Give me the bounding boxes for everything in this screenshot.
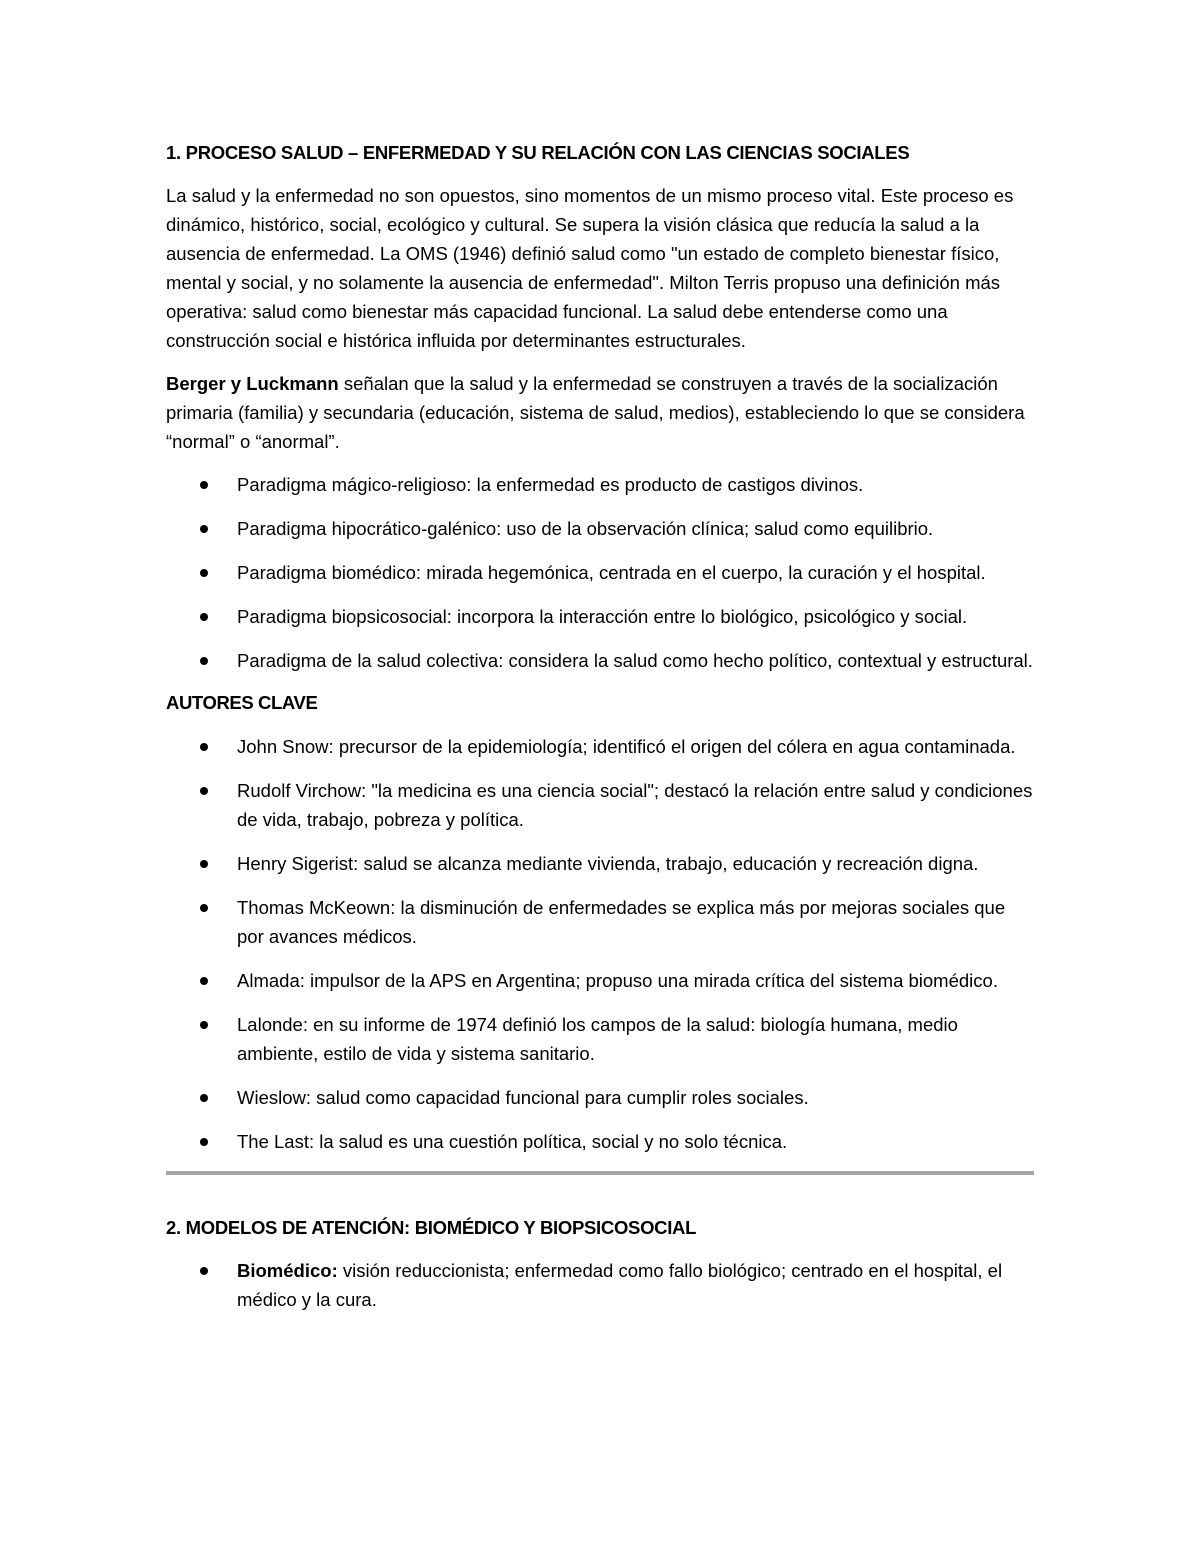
bullet-icon — [200, 860, 208, 868]
bullet-icon — [200, 1138, 208, 1146]
paradigm-list — [166, 470, 1034, 675]
bullet-icon — [200, 569, 208, 577]
berger-luckmann-text: señalan que la salud y la enfermedad se construyen a través de la socialización primaria (familia) y secundaria (educación, sistema de salud, medios), estableciendo lo que se considera “normal” o “anormal”. — [166, 373, 1025, 452]
section-2-title: 2. MODELOS DE ATENCIÓN: BIOMÉDICO Y BIOPSICOSOCIAL — [166, 1217, 697, 1238]
section-1-title: 1. PROCESO SALUD – ENFERMEDAD Y SU RELACIÓN CON LAS CIENCIAS SOCIALES — [166, 142, 910, 163]
list-item — [166, 646, 1034, 675]
list-item-text: Wieslow: salud como capacidad funcional para cumplir roles sociales. — [237, 1087, 809, 1108]
list-item-text: Paradigma de la salud colectiva: considera la salud como hecho político, contextual y estructural. — [237, 650, 1033, 671]
bullet-icon — [200, 904, 208, 912]
bullet-icon — [200, 743, 208, 751]
list-item-text: The Last: la salud es una cuestión política, social y no solo técnica. — [237, 1131, 788, 1152]
bullet-icon — [200, 1021, 208, 1029]
horizontal-divider — [166, 1171, 1034, 1175]
authors-list — [166, 732, 1034, 1156]
list-item — [166, 1083, 1034, 1112]
model-description: visión reduccionista; enfermedad como fallo biológico; centrado en el hospital, el médico y la cura. — [237, 1260, 1003, 1310]
berger-luckmann-paragraph — [166, 369, 1034, 456]
bullet-icon — [200, 1094, 208, 1102]
bullet-icon — [200, 481, 208, 489]
authors-heading: AUTORES CLAVE — [166, 692, 318, 713]
bullet-icon — [200, 977, 208, 985]
list-item — [166, 602, 1034, 631]
bullet-icon — [200, 787, 208, 795]
list-item — [166, 849, 1034, 878]
models-list — [166, 1256, 1034, 1314]
list-item-text: Paradigma biopsicosocial: incorpora la interacción entre lo biológico, psicológico y social. — [237, 606, 968, 627]
bullet-icon — [200, 1267, 208, 1275]
intro-paragraph: La salud y la enfermedad no son opuestos, sino momentos de un mismo proceso vital. Este proceso es dinámico, histórico, social, ecológico y cultural. Se supera la visión clásica que reducía la salud a la ausencia de enfermedad. La OMS (1946) definió salud como "un estado de completo bienestar físico, mental y social, y no solamente la ausencia de enfermedad". Milton Terris propuso una definición más operativa: salud como bienestar más capacidad funcional. La salud debe entenderse como una construcción social e histórica influida por determinantes estructurales. — [166, 185, 1014, 351]
list-item — [166, 776, 1034, 834]
bullet-icon — [200, 657, 208, 665]
document-page — [166, 136, 1034, 1329]
list-item-text: Rudolf Virchow: "la medicina es una ciencia social"; destacó la relación entre salud y condiciones de vida, trabajo, pobreza y política. — [237, 780, 1033, 830]
list-item-text: Almada: impulsor de la APS en Argentina; propuso una mirada crítica del sistema biomédico. — [237, 970, 998, 991]
list-item — [166, 1256, 1034, 1314]
list-item-text: John Snow: precursor de la epidemiología; identificó el origen del cólera en agua contaminada. — [237, 736, 1016, 757]
bullet-icon — [200, 613, 208, 621]
list-item-text: Henry Sigerist: salud se alcanza mediante vivienda, trabajo, educación y recreación digna. — [237, 853, 979, 874]
list-item — [166, 1127, 1034, 1156]
list-item-text: Paradigma hipocrático-galénico: uso de la observación clínica; salud como equilibrio. — [237, 518, 934, 539]
list-item-text: Lalonde: en su informe de 1974 definió los campos de la salud: biología humana, medio ambiente, estilo de vida y sistema sanitario. — [237, 1014, 958, 1064]
list-item-text: Paradigma mágico-religioso: la enfermedad es producto de castigos divinos. — [237, 474, 864, 495]
list-item — [166, 893, 1034, 951]
list-item-text: Thomas McKeown: la disminución de enfermedades se explica más por mejoras sociales que por avances médicos. — [237, 897, 1006, 947]
list-item — [166, 1010, 1034, 1068]
list-item-text: Paradigma biomédico: mirada hegemónica, centrada en el cuerpo, la curación y el hospital. — [237, 562, 986, 583]
list-item — [166, 966, 1034, 995]
list-item — [166, 732, 1034, 761]
list-item — [166, 558, 1034, 587]
list-item — [166, 470, 1034, 499]
berger-luckmann-bold: Berger y Luckmann — [166, 373, 339, 394]
model-name: Biomédico: — [237, 1260, 338, 1281]
bullet-icon — [200, 525, 208, 533]
list-item — [166, 514, 1034, 543]
